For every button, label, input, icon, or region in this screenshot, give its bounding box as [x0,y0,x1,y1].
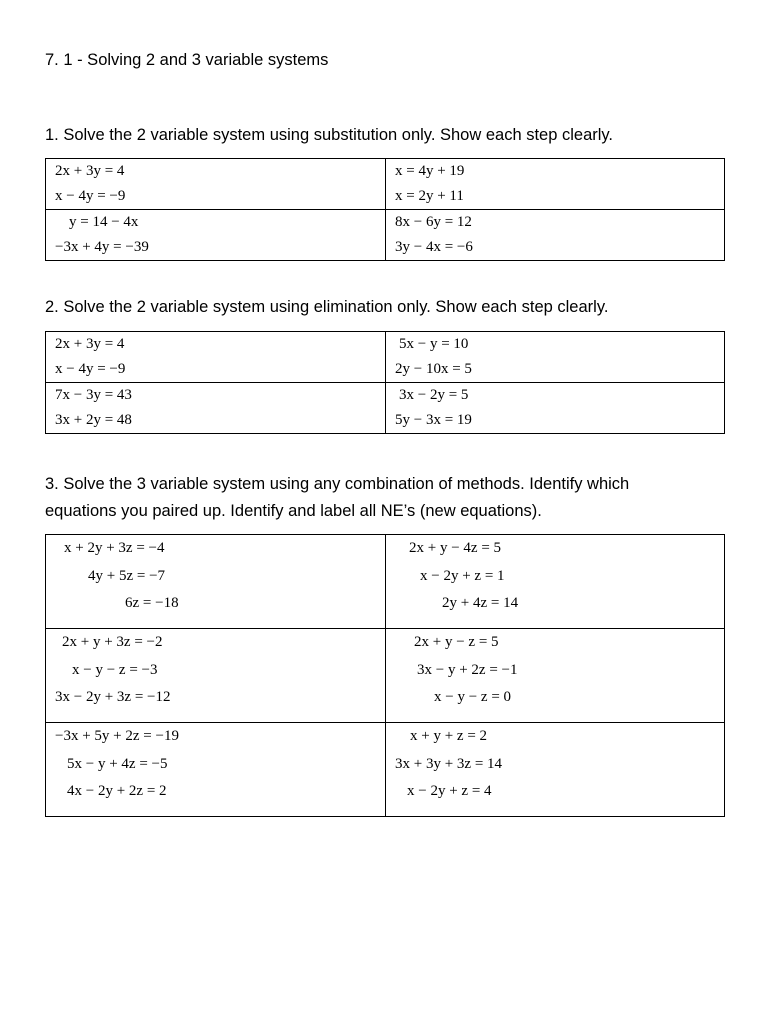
problem-cell [386,629,725,723]
equation: x − 2y + z = 4 [407,783,492,799]
problem-cell [46,332,386,383]
equation: x = 4y + 19 [395,163,465,179]
equation: 6z = −18 [125,595,179,611]
section-3-heading-line-2: equations you paired up. Identify and label all NE’s (new equations). [45,502,542,520]
table-row [46,210,725,261]
equation: 7x − 3y = 43 [55,387,132,403]
equation: 8x − 6y = 12 [395,214,472,230]
problem-cell [46,629,386,723]
equation: 2x + y + 3z = −2 [62,634,163,650]
equation: y = 14 − 4x [69,214,139,230]
section-2-table [45,331,725,434]
equation: x − 4y = −9 [55,187,126,204]
problem-cell [386,159,725,210]
table-row [46,159,725,210]
equation: −3x + 4y = −39 [55,238,149,255]
equation: 5x − y = 10 [399,336,469,352]
problem-cell [386,210,725,261]
worksheet-title: 7. 1 - Solving 2 and 3 variable systems [45,51,329,69]
section-3-heading-line-1: 3. Solve the 3 variable system using any combination of methods. Identify which [45,475,630,493]
equation: 3y − 4x = −6 [395,238,473,255]
equation: 2y + 4z = 14 [442,595,519,611]
equation: x + y + z = 2 [410,728,488,744]
problem-cell [46,383,386,434]
problem-cell [386,383,725,434]
equation: 3x − 2y + 3z = −12 [55,689,171,705]
section-3-table [45,534,725,817]
equation: x − 2y + z = 1 [420,567,505,584]
equation: x − 4y = −9 [55,360,126,377]
problem-cell [386,723,725,817]
equation: 5y − 3x = 19 [395,411,472,428]
equation: 5x − y + 4z = −5 [67,755,168,772]
problem-cell [386,332,725,383]
equation: 3x − y + 2z = −1 [417,661,518,678]
section-2-heading: 2. Solve the 2 variable system using elimination only. Show each step clearly. [45,298,609,316]
table-row [46,332,725,383]
equation: 4x − 2y + 2z = 2 [67,783,167,799]
equation: 3x − 2y = 5 [399,387,469,403]
problem-cell [386,535,725,629]
equation: −3x + 5y + 2z = −19 [55,728,179,744]
equation: 2x + y − z = 5 [414,634,499,650]
equation: 2x + 3y = 4 [55,336,125,352]
equation: 4y + 5z = −7 [88,567,166,584]
problem-cell [46,535,386,629]
table-row [46,723,725,817]
problem-cell [46,210,386,261]
equation: 2x + 3y = 4 [55,163,125,179]
equation: x − y − z = 0 [434,689,512,705]
section-1-table [45,158,725,261]
problem-cell [46,159,386,210]
table-row [46,629,725,723]
equation: 3x + 3y + 3z = 14 [395,755,503,772]
problem-cell [46,723,386,817]
equation: x + 2y + 3z = −4 [64,540,165,556]
section-1-heading: 1. Solve the 2 variable system using substitution only. Show each step clearly. [45,126,614,144]
table-row [46,535,725,629]
equation: x = 2y + 11 [395,187,464,204]
equation: 2y − 10x = 5 [395,360,472,377]
equation: 2x + y − 4z = 5 [409,540,502,556]
equation: x − y − z = −3 [72,661,158,678]
table-row [46,383,725,434]
equation: 3x + 2y = 48 [55,411,132,428]
